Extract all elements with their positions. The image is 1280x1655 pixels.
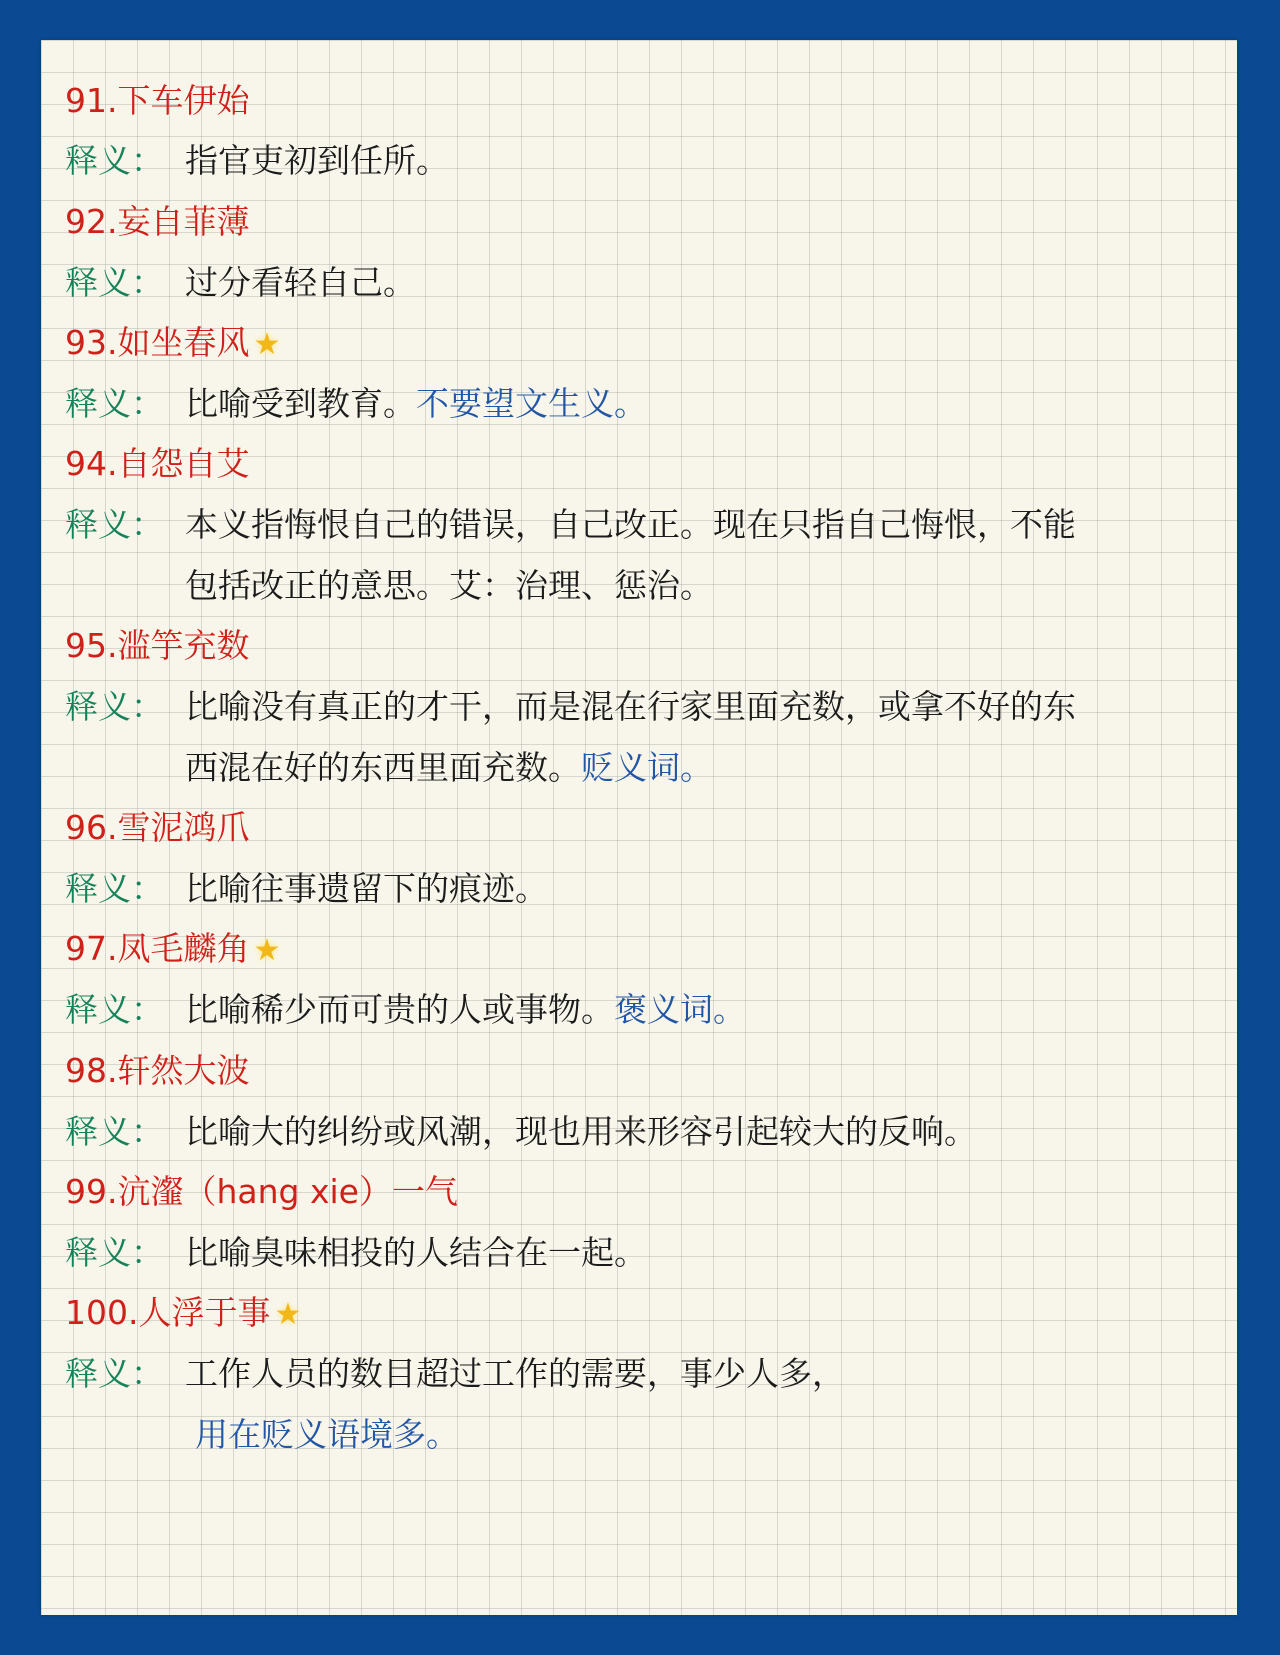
entry-95-title: 95.滥竽充数	[65, 626, 250, 665]
entry-93-title: 93.如坐春风 ★	[65, 322, 1221, 364]
entry-100-note: 用在贬义语境多。	[195, 1415, 459, 1454]
definition-label: 释义：	[65, 263, 164, 302]
entry-94-definition: 释义： 本义指悔恨自己的错误，自己改正。现在只指自己悔恨，不能	[65, 505, 1076, 544]
entry-95-definition: 释义： 比喻没有真正的才干，而是混在行家里面充数，或拿不好的东	[65, 687, 1076, 726]
entry-97-title: 97.凤毛麟角 ★	[65, 928, 1221, 970]
notebook-page	[41, 40, 1237, 1615]
entry-99-title: 99.沆瀣（hang xie）一气	[65, 1172, 458, 1211]
entry-92-definition: 释义： 过分看轻自己。	[65, 263, 416, 302]
entry-97-definition: 释义： 比喻稀少而可贵的人或事物。褒义词。	[65, 990, 746, 1029]
definition-label: 释义：	[65, 384, 164, 423]
entry-98-definition: 释义： 比喻大的纠纷或风潮，现也用来形容引起较大的反响。	[65, 1112, 977, 1151]
entry-93-note: 不要望文生义。	[416, 384, 647, 423]
entry-95-definition-cont: 西混在好的东西里面充数。贬义词。	[185, 748, 713, 787]
entry-92-title: 92.妄自菲薄	[65, 202, 250, 241]
definition-label: 释义：	[65, 1233, 164, 1272]
entry-98-title: 98.轩然大波	[65, 1051, 250, 1090]
definition-label: 释义：	[65, 141, 164, 180]
entry-96-definition: 释义： 比喻往事遗留下的痕迹。	[65, 869, 548, 908]
entry-91-title: 91.下车伊始	[65, 81, 250, 120]
definition-label: 释义：	[65, 869, 164, 908]
entry-94-title: 94.自怨自艾	[65, 444, 250, 483]
entry-94-definition-cont: 包括改正的意思。艾：治理、惩治。	[185, 566, 713, 605]
definition-label: 释义：	[65, 505, 164, 544]
definition-label: 释义：	[65, 1112, 164, 1151]
star-icon: ★	[253, 933, 281, 968]
entry-100-title: 100.人浮于事 ★	[65, 1292, 1221, 1334]
entry-95-note: 贬义词。	[581, 748, 713, 787]
definition-label: 释义：	[65, 990, 164, 1029]
definition-label: 释义：	[65, 687, 164, 726]
entry-96-title: 96.雪泥鸿爪	[65, 808, 250, 847]
entry-97-note: 褒义词。	[614, 990, 746, 1029]
entry-99-definition: 释义： 比喻臭味相投的人结合在一起。	[65, 1233, 647, 1272]
entry-100-definition-cont	[65, 1414, 1221, 1456]
definition-label: 释义：	[65, 1354, 164, 1393]
star-icon: ★	[274, 1297, 302, 1332]
star-icon: ★	[253, 327, 281, 362]
entry-100-definition: 释义： 工作人员的数目超过工作的需要，事少人多，	[65, 1354, 845, 1393]
entry-93-definition: 释义： 比喻受到教育。不要望文生义。	[65, 384, 647, 423]
entry-91-definition: 释义： 指官吏初到任所。	[65, 141, 449, 180]
